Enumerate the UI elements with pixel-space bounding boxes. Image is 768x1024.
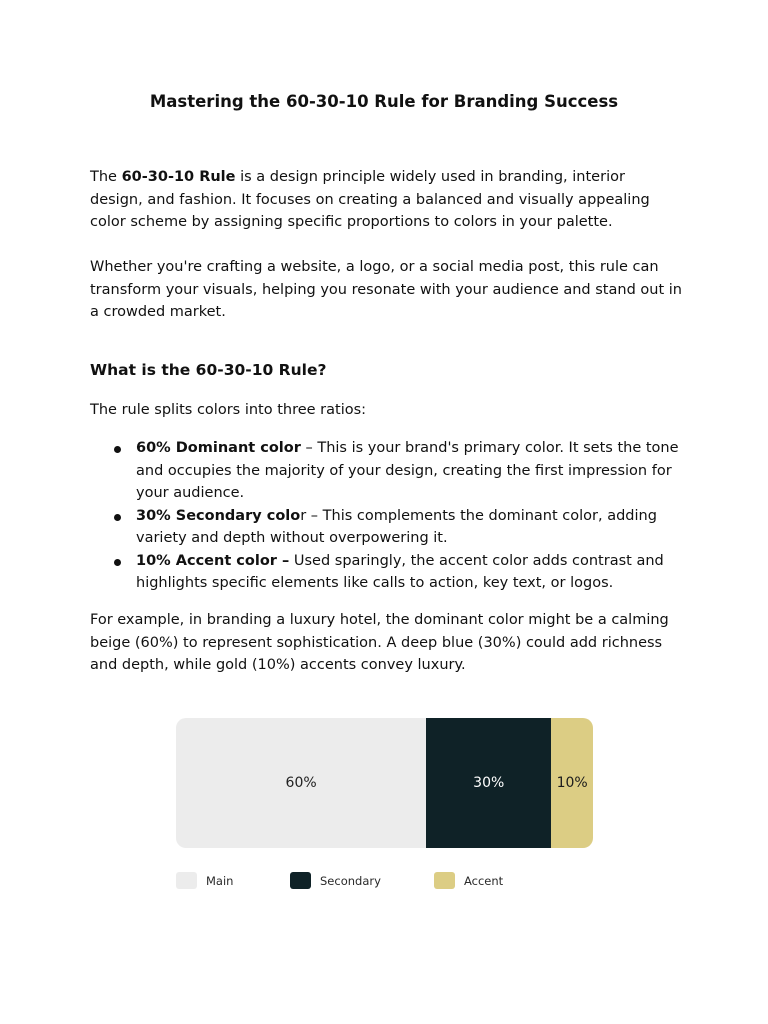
data-label-accent: 10% (556, 775, 588, 791)
legend-label-secondary: Secondary (320, 873, 381, 888)
legend-label-accent: Accent (464, 873, 504, 888)
section-lead: The rule splits colors into three ratios: (90, 402, 367, 418)
bullet-icon (114, 446, 121, 453)
data-label-secondary: 30% (473, 775, 505, 791)
section-heading: What is the 60-30-10 Rule? (90, 361, 327, 379)
bullet-icon (114, 514, 121, 521)
bullet-text: Used sparingly, the accent color adds contrast and highlights specific elements like calls to action, key text, or logos. (136, 552, 664, 591)
bar-segment-accent (551, 718, 593, 848)
bullet-bold-label: 30% Secondary colo (136, 507, 301, 524)
bullet-bold-label: 60% Dominant color (136, 440, 301, 456)
intro-paragraph-2: Whether you're crafting a website, a logo, or a social media post, this rule can transform your visuals, helping you resonate with your audience and stand out in a crowded market. (90, 259, 682, 320)
intro-paragraph-1 (90, 166, 682, 234)
chart-legend (0, 872, 768, 892)
legend-swatch-secondary (290, 872, 311, 889)
bullet-text: – This is your brand's primary color. It sets the tone and occupies the majority of your design, creating the first impression for your audience. (136, 440, 679, 501)
bar-segment-main (176, 718, 426, 848)
intro-text-lead: The (90, 169, 122, 185)
legend-label-main: Main (206, 873, 234, 888)
example-paragraph: For example, in branding a luxury hotel, the dominant color might be a calming beige (60%) to represent sophistication. A deep blue (30%) could add richness and depth, while gold (10%) accents convey luxury. (90, 612, 669, 673)
legend-swatch-main (176, 872, 197, 889)
document-title: Mastering the 60-30-10 Rule for Branding Success (149, 92, 619, 111)
ratio-stacked-bar (176, 718, 593, 848)
legend-item-accent (434, 872, 503, 889)
rule-name-bold: 60-30-10 Rule (121, 169, 236, 185)
data-label-main: 60% (285, 775, 317, 791)
legend-item-main (176, 872, 233, 889)
legend-item-secondary (290, 872, 381, 889)
bar-segment-secondary (426, 718, 551, 848)
legend-swatch-accent (434, 872, 455, 889)
list-item (90, 550, 682, 595)
list-item (90, 505, 682, 550)
ratio-bullet-list (90, 437, 682, 595)
bullet-text: r – This complements the dominant color, adding variety and depth without overpowering it. (136, 507, 657, 546)
intro-text-rest: is a design principle widely used in branding, interior design, and fashion. It focuses on creating a balanced and visually appealing color scheme by assigning specific proportions to colors in your palette. (90, 169, 650, 230)
list-item (90, 437, 682, 505)
bullet-bold-label: 10% Accent color – (136, 552, 290, 569)
bullet-icon (114, 559, 121, 566)
